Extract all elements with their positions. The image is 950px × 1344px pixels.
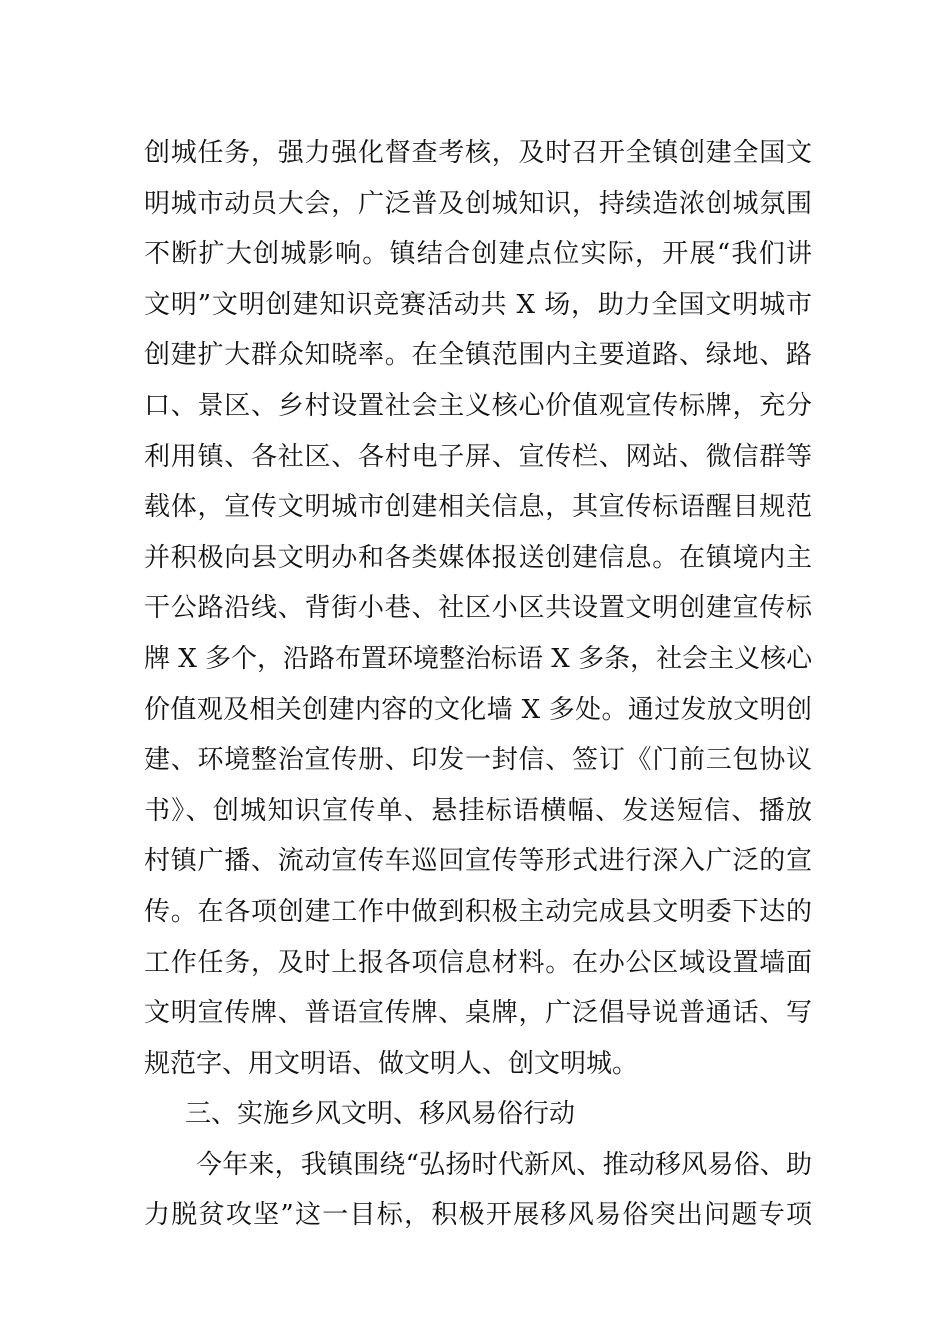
body-line: 力脱贫攻坚”这一目标，积极开展移风易俗突出问题专项: [144, 1200, 812, 1231]
body-line: 不断扩大创城影响。镇结合创建点位实际，开展“我们讲: [144, 239, 812, 270]
body-line: 创建扩大群众知晓率。在全镇范围内主要道路、绿地、路: [144, 340, 812, 371]
body-line: 文明宣传牌、普语宣传牌、桌牌，广泛倡导说普通话、写: [144, 998, 812, 1029]
section-heading: 三、实施乡风文明、移风易俗行动: [185, 1099, 576, 1130]
body-line: 传。在各项创建工作中做到积极主动完成县文明委下达的: [144, 896, 812, 927]
body-line: 并积极向县文明办和各类媒体报送创建信息。在镇境内主: [144, 542, 812, 573]
body-line: 建、环境整治宣传册、印发一封信、签订《门前三包协议: [144, 745, 812, 776]
body-line: 书》、创城知识宣传单、悬挂标语横幅、发送短信、播放: [144, 795, 812, 826]
body-line: 创城任务，强力强化督查考核，及时召开全镇创建全国文: [144, 138, 812, 168]
body-line: 价值观及相关创建内容的文化墙 X 多处。通过发放文明创: [144, 694, 812, 725]
document-body: [144, 128, 812, 1241]
body-line: 工作任务，及时上报各项信息材料。在办公区域设置墙面: [144, 947, 812, 978]
body-line: 口、景区、乡村设置社会主义核心价值观宣传标牌，充分: [144, 390, 812, 421]
body-line: 今年来，我镇围绕“弘扬时代新风、推动移风易俗、助: [196, 1149, 812, 1180]
body-line: 利用镇、各社区、各村电子屏、宣传栏、网站、微信群等: [144, 441, 812, 472]
body-line: 牌 X 多个，沿路布置环境整治标语 X 多条，社会主义核心: [144, 643, 812, 674]
body-line: 干公路沿线、背街小巷、社区小区共设置文明创建宣传标: [144, 593, 812, 624]
body-line: 载体，宣传文明城市创建相关信息，其宣传标语醒目规范: [144, 492, 812, 523]
body-line: 文明”文明创建知识竞赛活动共 X 场，助力全国文明城市: [144, 289, 812, 320]
body-line: 明城市动员大会，广泛普及创城知识，持续造浓创城氛围: [144, 188, 812, 219]
body-line: 规范字、用文明语、做文明人、创文明城。: [144, 1048, 639, 1079]
body-line: 村镇广播、流动宣传车巡回宣传等形式进行深入广泛的宣: [144, 846, 812, 877]
